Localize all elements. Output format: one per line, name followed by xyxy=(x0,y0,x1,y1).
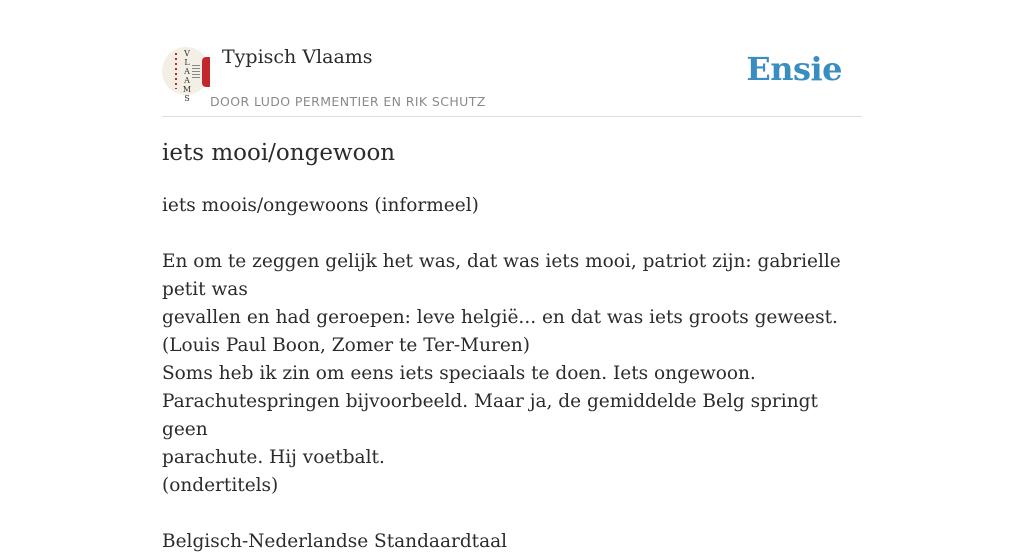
example-line: parachute. Hij voetbalt. xyxy=(162,447,385,468)
logo-letters: V L A A M S xyxy=(182,49,192,103)
example-source: (ondertitels) xyxy=(162,475,279,496)
typisch-vlaams-logo[interactable] xyxy=(162,47,210,103)
logo-red-stripe xyxy=(202,57,210,87)
example-source: (Louis Paul Boon, Zomer te Ter-Muren) xyxy=(162,335,530,356)
spacer xyxy=(162,220,867,248)
page-header xyxy=(162,44,862,117)
example-line: Parachutespringen bijvoorbeeld. Maar ja, de gemiddelde Belg springt geen xyxy=(162,391,818,440)
entry-content xyxy=(162,192,867,556)
authors-byline: DOOR LUDO PERMENTIER EN RIK SCHUTZ xyxy=(210,94,486,109)
standard-language-label: Belgisch-Nederlandse Standaardtaal xyxy=(162,531,508,552)
site-title[interactable]: Typisch Vlaams xyxy=(222,46,373,68)
entry-term: iets mooi/ongewoon xyxy=(162,140,396,166)
example-line: En om te zeggen gelijk het was, dat was iets mooi, patriot zijn: gabrielle petit was xyxy=(162,251,841,300)
ensie-brand-logo[interactable]: Ensie xyxy=(746,50,842,88)
spacer xyxy=(162,500,867,528)
example-line: gevallen en had geroepen: leve helgië... en dat was iets groots geweest. xyxy=(162,307,838,328)
entry-variant: iets moois/ongewoons (informeel) xyxy=(162,195,479,216)
example-line: Soms heb ik zin om eens iets speciaals te doen. Iets ongewoon. xyxy=(162,363,756,384)
logo-red-text-decoration xyxy=(175,53,177,89)
logo-lines-decoration xyxy=(192,65,200,79)
